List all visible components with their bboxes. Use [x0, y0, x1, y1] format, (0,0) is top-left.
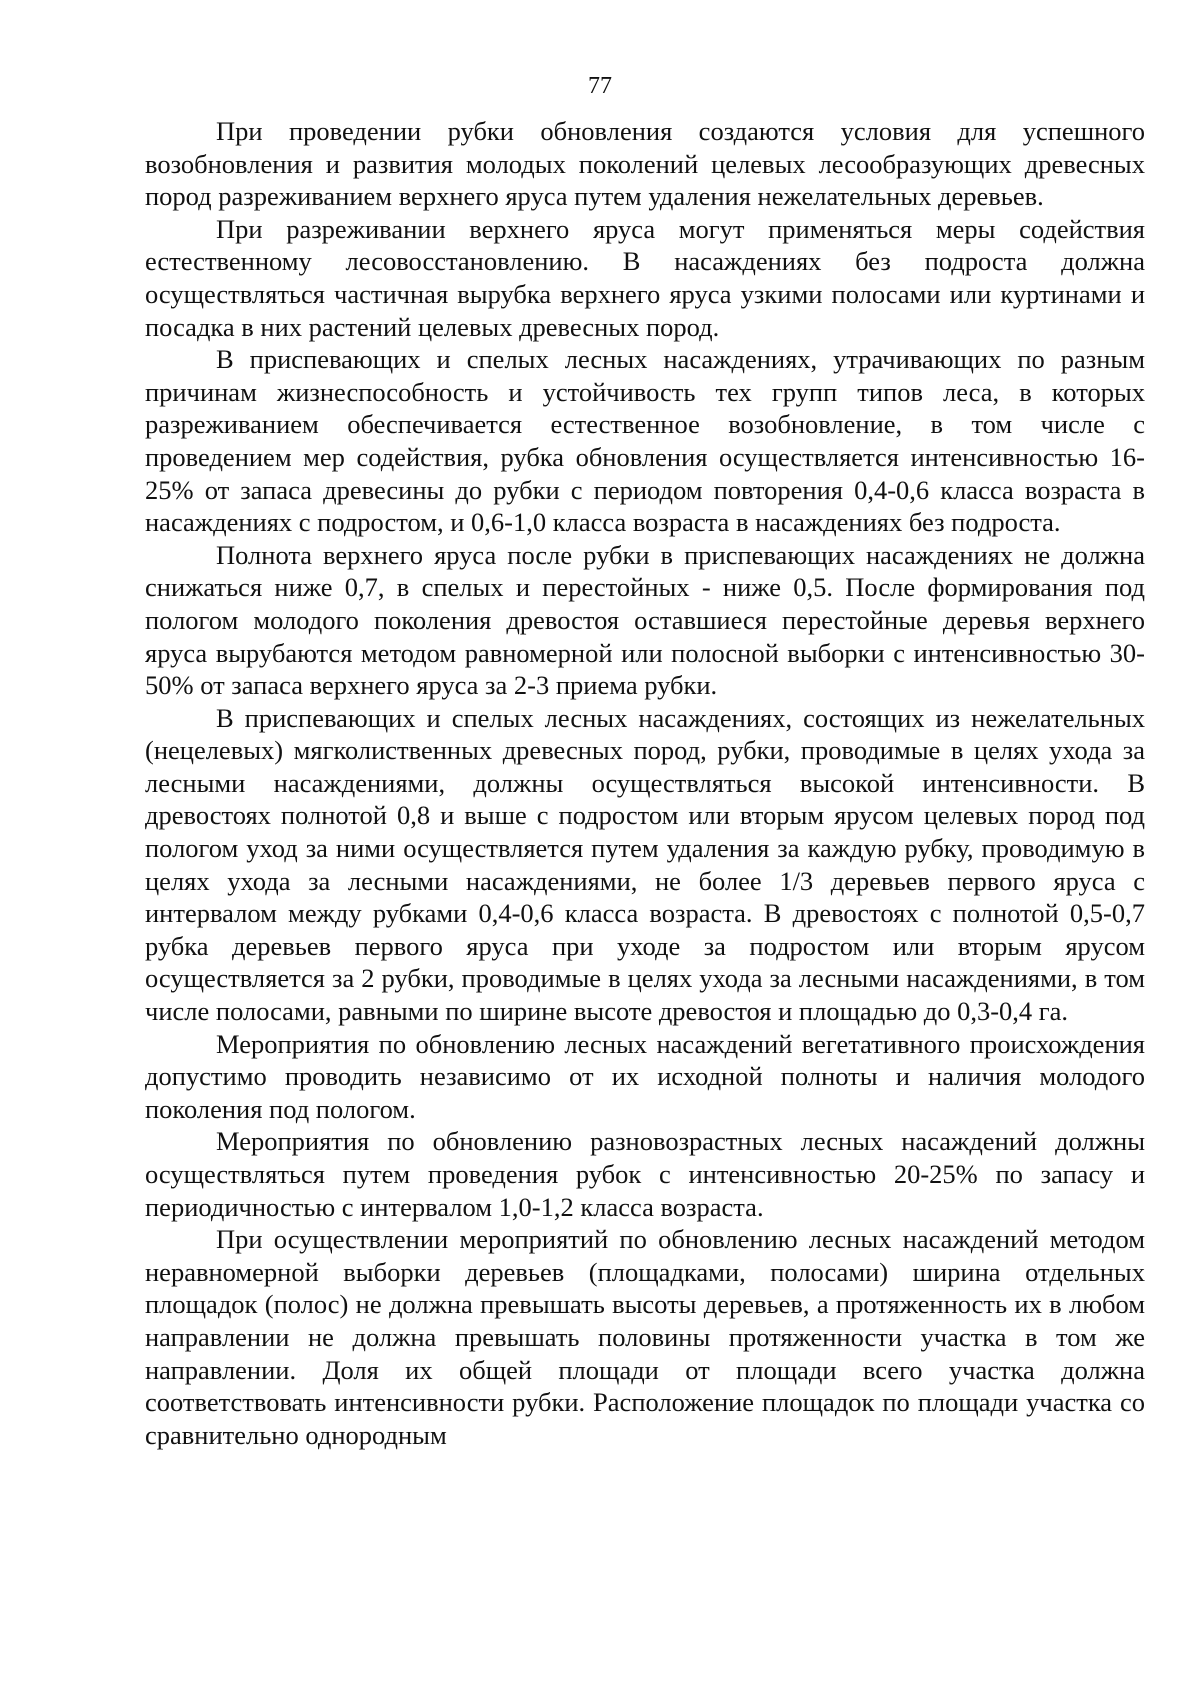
paragraph: При проведении рубки обновления создаются условия для успешного возобновления и развития молодых поколений целевых лесообразующих древесных пород разреживанием верхнего яруса путем удаления нежелательных деревьев.	[145, 116, 1145, 212]
paragraph: Полнота верхнего яруса после рубки в приспевающих насаждениях не должна снижаться ниже 0,7, в спелых и перестойных - ниже 0,5. После формирования под пологом молодого поколения древостоя оставшиеся перестойные деревья верхнего яруса вырубаются методом равномерной или полосной выборки с интенсивностью 30-50% от запаса верхнего яруса за 2-3 приема рубки.	[145, 539, 1145, 701]
paragraph: Мероприятия по обновлению разновозрастных лесных насаждений должны осуществляться путем проведения рубок с интенсивностью 20-25% по запасу и периодичностью с интервалом 1,0-1,2 класса возраста.	[145, 1126, 1145, 1222]
paragraph: Мероприятия по обновлению лесных насаждений вегетативного происхождения допустимо проводить независимо от их исходной полноты и наличия молодого поколения под пологом.	[145, 1028, 1145, 1124]
paragraph: В приспевающих и спелых лесных насаждениях, состоящих из нежелательных (нецелевых) мягколиственных древесных пород, рубки, проводимые в целях ухода за лесными насаждениями, должны осуществляться высокой интенсивности. В древостоях полнотой 0,8 и выше с подростом или вторым ярусом целевых пород под пологом уход за ними осуществляется путем удаления за каждую рубку, проводимую в целях ухода за лесными насаждениями, не более 1/3 деревьев первого яруса с интервалом между рубками 0,4-0,6 класса возраста. В древостоях с полнотой 0,5-0,7 рубка деревьев первого яруса при уходе за подростом или вторым ярусом осуществляется за 2 рубки, проводимые в целях ухода за лесными насаждениями, в том числе полосами, равными по ширине высоте древостоя и площадью до 0,3-0,4 га.	[145, 702, 1145, 1027]
page-number: 77	[588, 73, 612, 99]
paragraph: При осуществлении мероприятий по обновлению лесных насаждений методом неравномерной выборки деревьев (площадками, полосами) ширина отдельных площадок (полос) не должна превышать высоты деревьев, а протяженность их в любом направлении не должна превышать половины протяженности участка в том же направлении. Доля их общей площади от площади всего участка должна соответствовать интенсивности рубки. Расположение площадок по площади участка со сравнительно однородным	[145, 1224, 1145, 1450]
paragraph: При разреживании верхнего яруса могут применяться меры содействия естественному лесовосстановлению. В насаждениях без подроста должна осуществляться частичная вырубка верхнего яруса узкими полосами или куртинами и посадка в них растений целевых древесных пород.	[145, 213, 1145, 342]
body-text	[145, 115, 1145, 1451]
paragraph: В приспевающих и спелых лесных насаждениях, утрачивающих по разным причинам жизнеспособность и устойчивость тех групп типов леса, в которых разреживанием обеспечивается естественное возобновление, в том числе с проведением мер содействия, рубка обновления осуществляется интенсивностью 16-25% от запаса древесины до рубки с периодом повторения 0,4-0,6 класса возраста в насаждениях с подростом, и 0,6-1,0 класса возраста в насаждениях без подроста.	[145, 344, 1145, 538]
